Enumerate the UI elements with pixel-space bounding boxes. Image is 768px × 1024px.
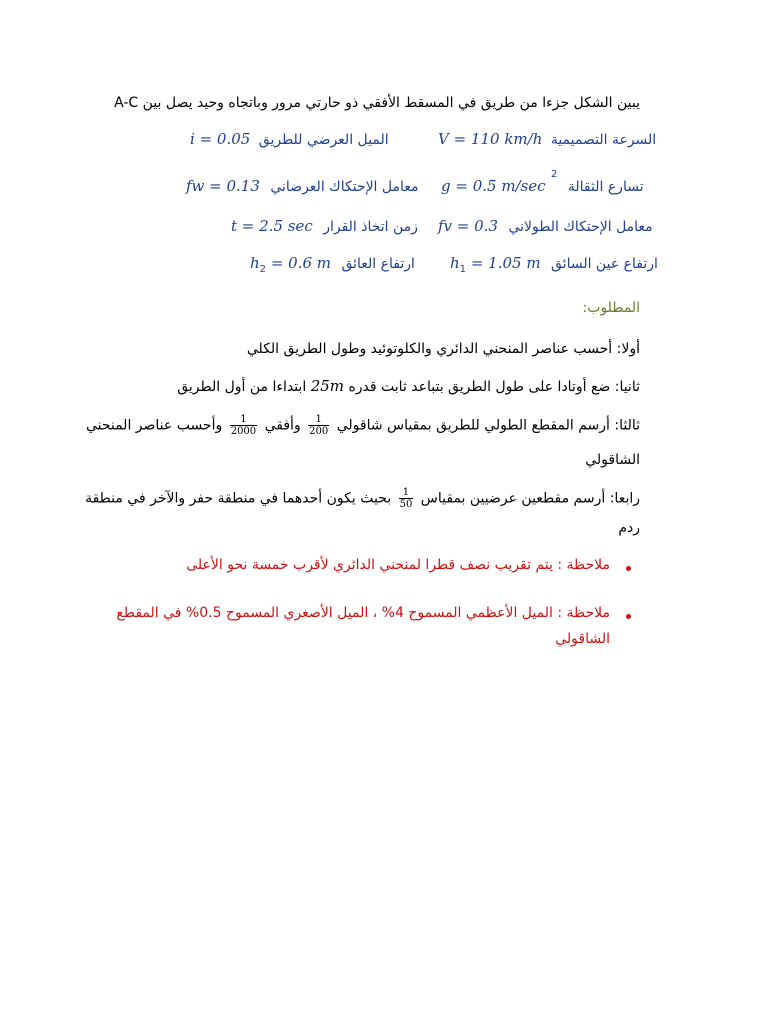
slope-value: i = 0.05	[190, 130, 251, 148]
h2-subscript: 2	[259, 263, 267, 275]
h1-label: ارتفاع عين السائق	[551, 256, 658, 272]
param-speed	[438, 130, 656, 148]
t-label: زمن اتخاذ القرار	[323, 219, 418, 235]
fw-value: fw = 0.13	[186, 177, 260, 195]
note-1: ملاحظة : يتم تقريب نصف قطرا لمنحني الدائري لأقرب خمسة نحو الأعلى	[186, 557, 610, 573]
task-4-text-a: رابعا: أرسم مقطعين عرضيين بمقياس	[420, 490, 640, 507]
h2-rest: = 0.6 m	[266, 254, 331, 272]
fw-label: معامل الإحتكاك العرضاني	[270, 179, 419, 195]
task-3-text-b: وأفقي	[264, 417, 301, 434]
speed-label: السرعة التصميمية	[550, 132, 657, 148]
task-2-text-a: ثانيا: ضع أوتادا على طول الطريق بتباعد ثابت قدره	[348, 379, 640, 395]
speed-value: V = 110 km/h	[438, 130, 543, 148]
h1-symbol: h	[450, 254, 460, 272]
task-4-fraction: $\frac{1}{50}$	[399, 487, 413, 510]
fv-label: معامل الإحتكاك الطولاني	[508, 219, 653, 235]
h2-symbol: h	[250, 254, 260, 272]
gravity-label: تسارع الثقالة	[567, 179, 644, 195]
task-3-text-a: ثالثا: أرسم المقطع الطولي للطريق بمقياس شاقولي	[336, 417, 640, 434]
note-2-bullet	[626, 614, 631, 619]
param-h2	[250, 254, 415, 275]
note-2: ملاحظة : الميل الأعظمي المسموح 4% ، الميل الأصغري المسموح 0.5% في المقطع	[116, 605, 610, 621]
task-2-value: 25m	[310, 377, 344, 395]
gravity-value: g = 0.5 m/sec	[441, 177, 546, 195]
note-1-bullet	[626, 566, 631, 571]
task-2-text-b: ابتداءا من أول الطريق	[177, 379, 307, 395]
task-3-fraction-vertical: $\frac{1}{200}$	[309, 414, 329, 437]
task-2	[177, 377, 640, 395]
required-heading: المطلوب:	[582, 300, 640, 316]
param-gravity	[441, 169, 644, 195]
task-3-text-c: وأحسب عناصر المنحني	[85, 417, 223, 434]
gravity-exponent: 2	[551, 169, 558, 180]
task-3	[86, 414, 640, 437]
task-3-continuation: الشاقولي	[585, 452, 640, 468]
task-1: أولا: أحسب عناصر المنحني الدائري والكلوتوئيد وطول الطريق الكلي	[246, 341, 640, 357]
intro-text: يبين الشكل جزءا من طريق في المسقط الأفقي ذو حارتي مرور وباتجاه وحيد يصل بين A-C	[114, 95, 640, 111]
param-slope	[190, 130, 389, 148]
h2-label: ارتفاع العائق	[341, 256, 415, 272]
task-4-continuation: ردم	[618, 520, 640, 536]
task-3-fraction-horizontal: $\frac{1}{2000}$	[230, 414, 257, 437]
h1-rest: = 1.05 m	[466, 254, 541, 272]
param-t	[231, 217, 418, 235]
h1-subscript: 1	[459, 263, 467, 275]
param-h1	[450, 254, 658, 275]
t-value: t = 2.5 sec	[231, 217, 313, 235]
note-2-continuation: الشاقولي	[555, 631, 610, 647]
task-4	[85, 487, 640, 510]
fv-value: fv = 0.3	[438, 217, 498, 235]
task-4-text-b: بحيث يكون أحدهما في منطقة حفر والآخر في منطقة	[85, 490, 392, 507]
param-fw	[186, 177, 419, 195]
param-fv	[438, 217, 653, 235]
slope-label: الميل العرضي للطريق	[258, 132, 389, 148]
